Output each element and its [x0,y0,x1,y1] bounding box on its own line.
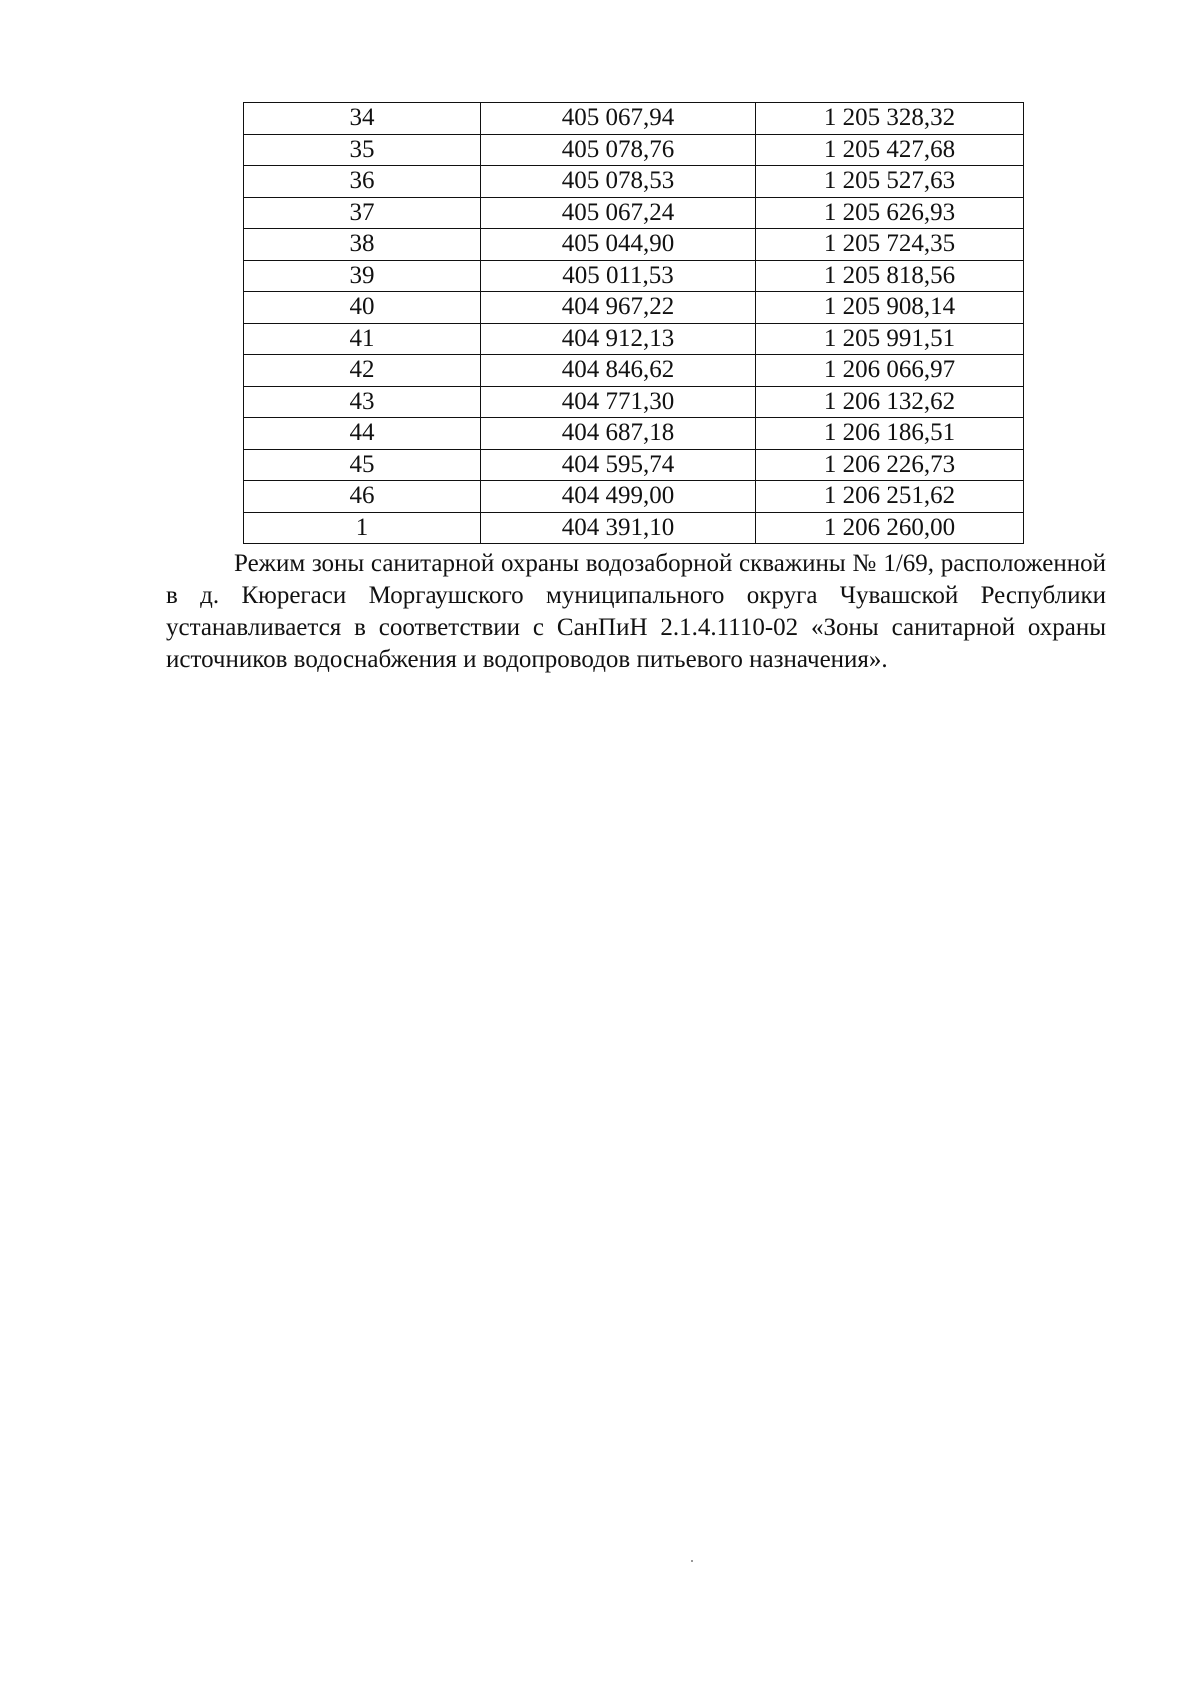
point-number-cell: 37 [244,197,481,229]
point-number-cell: 42 [244,355,481,387]
coordinates-table-body [244,103,1024,544]
table-row [244,386,1024,418]
point-number-cell: 36 [244,166,481,198]
y-coordinate-cell: 1 205 427,68 [756,134,1024,166]
x-coordinate-cell: 404 846,62 [481,355,756,387]
y-coordinate-cell: 1 206 132,62 [756,386,1024,418]
y-coordinate-cell: 1 205 328,32 [756,103,1024,135]
y-coordinate-cell: 1 206 251,62 [756,481,1024,513]
table-row [244,166,1024,198]
table-row [244,260,1024,292]
x-coordinate-cell: 404 595,74 [481,449,756,481]
y-coordinate-cell: 1 205 991,51 [756,323,1024,355]
sanitary-zone-paragraph: Режим зоны санитарной охраны водозаборной скважины № 1/69, расположенной в д. Кюрегаси Моргаушского муниципального округа Чувашской Республики устанавливается в соответствии с СанПиН 2.1.4.1110-02 «Зоны санитарной охраны источников водоснабжения и водопроводов питьевого назначения». [166,550,1106,673]
table-row [244,355,1024,387]
point-number-cell: 44 [244,418,481,450]
table-row [244,418,1024,450]
x-coordinate-cell: 404 687,18 [481,418,756,450]
x-coordinate-cell: 404 771,30 [481,386,756,418]
point-number-cell: 46 [244,481,481,513]
x-coordinate-cell: 405 011,53 [481,260,756,292]
table-row [244,229,1024,261]
table-row [244,481,1024,513]
x-coordinate-cell: 404 967,22 [481,292,756,324]
x-coordinate-cell: 405 067,94 [481,103,756,135]
x-coordinate-cell: 405 078,76 [481,134,756,166]
y-coordinate-cell: 1 205 724,35 [756,229,1024,261]
y-coordinate-cell: 1 205 527,63 [756,166,1024,198]
table-row [244,197,1024,229]
y-coordinate-cell: 1 206 066,97 [756,355,1024,387]
x-coordinate-cell: 404 912,13 [481,323,756,355]
x-coordinate-cell: 404 499,00 [481,481,756,513]
x-coordinate-cell: 405 067,24 [481,197,756,229]
y-coordinate-cell: 1 205 908,14 [756,292,1024,324]
x-coordinate-cell: 404 391,10 [481,512,756,544]
scan-speck [691,1560,693,1562]
point-number-cell: 38 [244,229,481,261]
point-number-cell: 40 [244,292,481,324]
y-coordinate-cell: 1 206 226,73 [756,449,1024,481]
point-number-cell: 35 [244,134,481,166]
table-row [244,134,1024,166]
table-row [244,512,1024,544]
x-coordinate-cell: 405 044,90 [481,229,756,261]
point-number-cell: 34 [244,103,481,135]
table-row [244,103,1024,135]
table-row [244,323,1024,355]
y-coordinate-cell: 1 205 818,56 [756,260,1024,292]
point-number-cell: 39 [244,260,481,292]
point-number-cell: 43 [244,386,481,418]
point-number-cell: 45 [244,449,481,481]
table-row [244,292,1024,324]
x-coordinate-cell: 405 078,53 [481,166,756,198]
table-row [244,449,1024,481]
y-coordinate-cell: 1 206 186,51 [756,418,1024,450]
y-coordinate-cell: 1 205 626,93 [756,197,1024,229]
point-number-cell: 41 [244,323,481,355]
y-coordinate-cell: 1 206 260,00 [756,512,1024,544]
coordinates-table [243,102,1024,544]
point-number-cell: 1 [244,512,481,544]
